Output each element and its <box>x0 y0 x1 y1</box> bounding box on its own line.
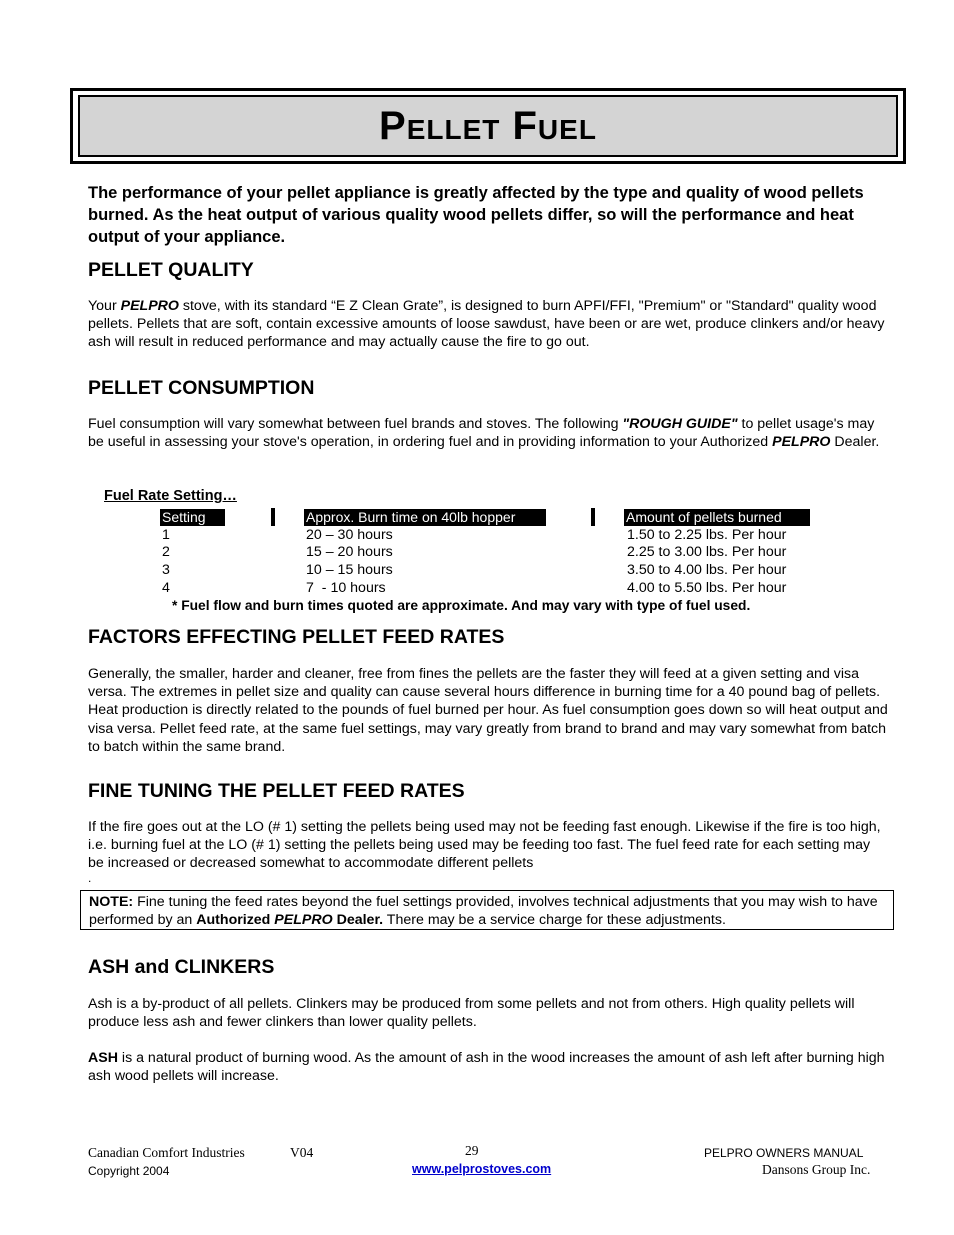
footer-manual-title: PELPRO OWNERS MANUAL <box>704 1146 864 1160</box>
column-separator <box>271 508 275 526</box>
table-cell: 4 <box>162 580 170 596</box>
dealer-text: Dealer. <box>332 912 384 929</box>
heading-ash-clinkers: ASH and CLINKERS <box>88 956 275 978</box>
rough-guide-text: "ROUGH GUIDE" <box>622 416 738 432</box>
table-cell: 3.50 to 4.00 lbs. Per hour <box>627 562 787 578</box>
footer-company: Canadian Comfort Industries <box>88 1145 245 1160</box>
table-cell: 2.25 to 3.00 lbs. Per hour <box>627 544 787 560</box>
title-banner <box>78 95 898 157</box>
table-cell: 7 - 10 hours <box>306 580 386 596</box>
ash-paragraph-2 <box>88 1049 888 1085</box>
page-title: Pellet Fuel <box>379 103 597 148</box>
consumption-text-pre: Fuel consumption will vary somewhat between fuel brands and stoves. The following <box>88 416 623 432</box>
table-cell: 10 – 15 hours <box>306 562 393 578</box>
ash-bold-word: ASH <box>88 1050 118 1066</box>
table-cell: 2 <box>162 544 170 560</box>
note-label: NOTE: <box>89 894 134 910</box>
tuning-paragraph: If the fire goes out at the LO (# 1) setting the pellets being used may not be feeding fast enough. Likewise if the fire is too high, i.e. burning fuel at the LO (# 1) setting the pellets being used may be feeding too fast. The fuel feed rate for each setting may be increased or decreased somewhat to accommodate different pellets <box>88 819 881 872</box>
ash-text: is a natural product of burning wood. As the amount of ash in the wood increases the amount of ash left after burning high ash wood pellets will increase. <box>88 1050 885 1085</box>
col-header-setting: Setting <box>160 509 225 526</box>
table-cell: 3 <box>162 562 170 578</box>
brand-name: PELPRO <box>274 912 333 929</box>
table-cell: 4.00 to 5.50 lbs. Per hour <box>627 580 787 596</box>
table-cell: 20 – 30 hours <box>306 527 393 543</box>
col-header-burn-time: Approx. Burn time on 40lb hopper <box>304 509 546 526</box>
quality-text-pre: Your <box>88 298 121 314</box>
table-cell: 1.50 to 2.25 lbs. Per hour <box>627 527 787 543</box>
footer-website-link[interactable]: www.pelprostoves.com <box>412 1162 552 1176</box>
heading-pellet-consumption: PELLET CONSUMPTION <box>88 377 315 399</box>
heading-fine-tuning: FINE TUNING THE PELLET FEED RATES <box>88 780 465 802</box>
brand-name: PELPRO <box>772 434 831 451</box>
note-text: Fine tuning the feed rates beyond the fuel settings provided, involves technical adjustments that you may wish to have performed by an <box>89 894 878 929</box>
consumption-paragraph <box>88 415 888 451</box>
consumption-text-post: Dealer. <box>830 434 880 451</box>
footer-copyright: Copyright 2004 <box>88 1164 170 1178</box>
column-separator <box>591 508 595 526</box>
footer-page-number: 29 <box>465 1143 479 1158</box>
consumption-text-mid: to pellet usage's may be useful in assessing your stove's operation, in ordering fuel and in providing information to your Authorized <box>88 416 875 451</box>
title-frame <box>70 88 906 164</box>
table-footnote: * Fuel flow and burn times quoted are approximate. And may vary with type of fuel used. <box>172 598 751 613</box>
footer-version: V04 <box>290 1145 314 1160</box>
heading-factors: FACTORS EFFECTING PELLET FEED RATES <box>88 626 505 648</box>
col-header-pellets-burned: Amount of pellets burned <box>624 509 810 526</box>
tuning-dot: . <box>88 871 92 885</box>
intro-paragraph: The performance of your pellet appliance is greatly affected by the type and quality of wood pellets burned. As the heat output of various quality wood pellets differ, so will the performance and heat output of your appliance. <box>88 184 864 246</box>
factors-paragraph: Generally, the smaller, harder and cleaner, free from fines the pellets are the faster they will feed at a given setting and visa versa. The extremes in pellet size and quality can cause several hours difference in burning time for a 40 pound bag of pellets. Heat production is directly related to the pounds of fuel burned per hour. As fuel consumption goes down so will heat output and visa versa. Pellet feed rate, at the same fuel settings, may vary greatly from brand to brand and may vary somewhat from batch to batch within the same brand. <box>88 666 888 755</box>
fuel-rate-label: Fuel Rate Setting… <box>104 488 237 504</box>
table-cell: 15 – 20 hours <box>306 544 393 560</box>
authorized-text: Authorized <box>196 912 275 929</box>
heading-pellet-quality: PELLET QUALITY <box>88 259 254 281</box>
brand-name: PELPRO <box>120 298 179 314</box>
table-cell: 1 <box>162 527 170 543</box>
note-box <box>80 890 894 930</box>
note-text-end: There may be a service charge for these adjustments. <box>383 912 726 929</box>
quality-text-post: stove, with its standard “E Z Clean Grate”, is designed to burn APFI/FFI, "Premium" or "Standard" quality wood pellets. Pellets that are soft, contain excessive amounts of loose sawdust, have been or are wet, produce clinkers and/or heavy ash will result in reduced performance and may actually cause the fire to go out. <box>88 298 885 351</box>
ash-paragraph-1: Ash is a by-product of all pellets. Clinkers may be produced from some pellets and not from others. High quality pellets will produce less ash and fewer clinkers than lower quality pellets. <box>88 996 855 1031</box>
quality-paragraph <box>88 297 888 352</box>
footer-group: Dansons Group Inc. <box>762 1162 871 1177</box>
